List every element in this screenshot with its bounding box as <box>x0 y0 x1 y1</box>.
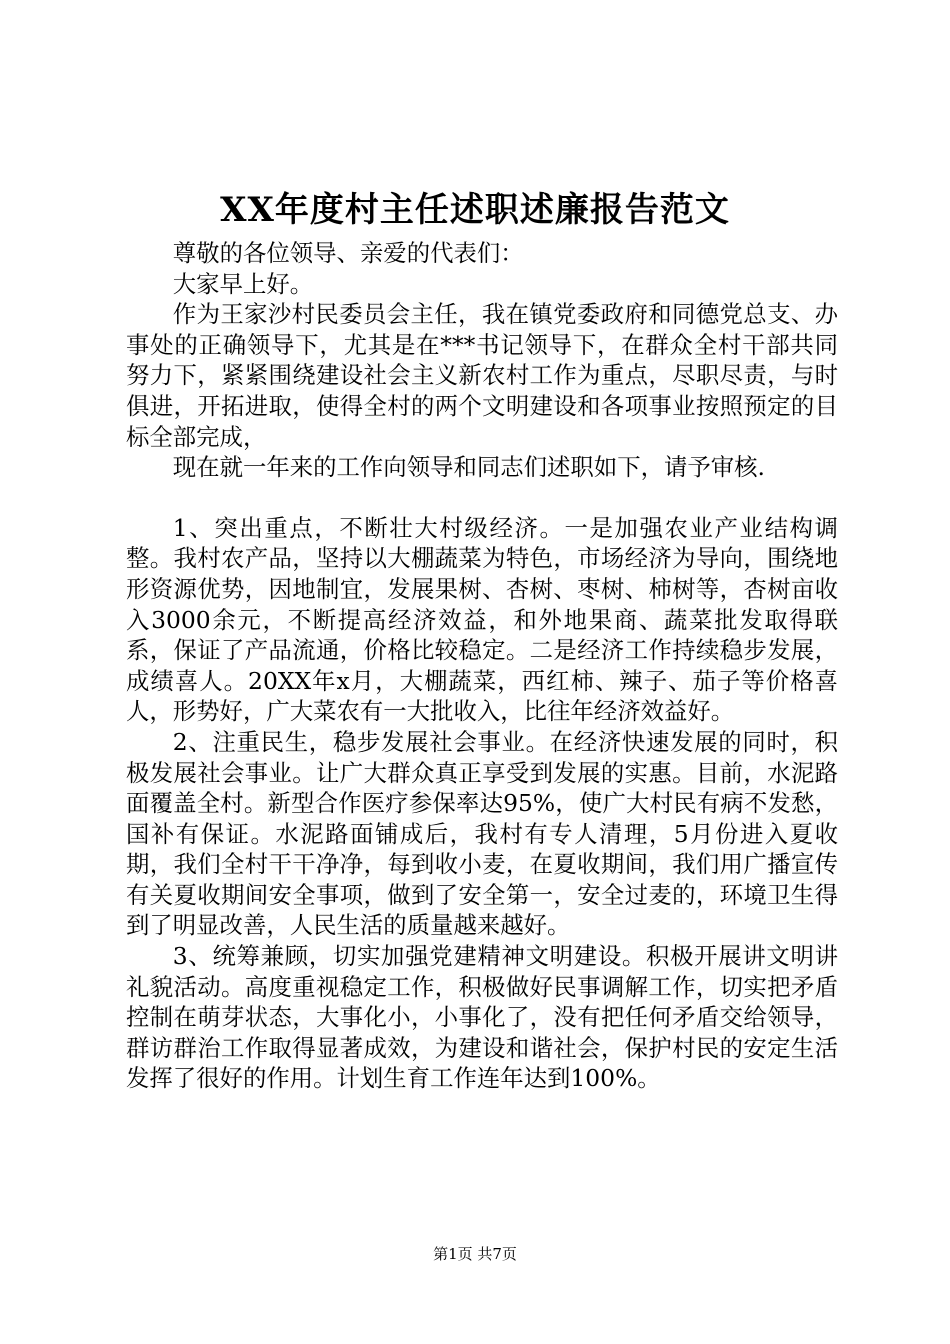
document-body <box>126 238 838 1094</box>
paragraph-gap <box>126 483 838 513</box>
section-2-paragraph: 2、注重民生，稳步发展社会事业。在经济快速发展的同时，积极发展社会事业。让广大群众真正享受到发展的实惠。目前，水泥路面覆盖全村。新型合作医疗参保率达95%，使广大村民有病不发愁，国补有保证。水泥路面铺成后，我村有专人清理，5月份进入夏收期，我们全村干干净净，每到收小麦，在夏收期间，我们用广播宣传有关夏收期间安全事项，做到了安全第一，安全过麦的，环境卫生得到了明显改善，人民生活的质量越来越好。 <box>126 727 838 940</box>
greeting: 大家早上好。 <box>172 269 314 298</box>
salutation: 尊敬的各位领导、亲爱的代表们： <box>172 239 524 267</box>
section-1-paragraph: 1、突出重点，不断壮大村级经济。一是加强农业产业结构调整。我村农产品，坚持以大棚蔬菜为特色，市场经济为导向，围绕地形资源优势，因地制宜，发展果树、杏树、枣树、柿树等，杏树亩收入3000余元，不断提高经济效益，和外地果商、蔬菜批发取得联系，保证了产品流通，价格比较稳定。二是经济工作持续稳步发展，成绩喜人。20XX年x月，大棚蔬菜，西红柿、辣子、茄子等价格喜人，形势好，广大菜农有一大批收入，比往年经济效益好。 <box>126 513 838 726</box>
page-footer: 第1页 共7页 <box>433 1245 517 1263</box>
section-3-paragraph: 3、统筹兼顾，切实加强党建精神文明建设。积极开展讲文明讲礼貌活动。高度重视稳定工作，积极做好民事调解工作，切实把矛盾控制在萌芽状态，大事化小，小事化了，没有把任何矛盾交给领导，群访群治工作取得显著成效，为建设和谐社会，保护村民的安定生活发挥了很好的作用。计划生育工作连年达到100%。 <box>126 942 838 1093</box>
intro-paragraph: 作为王家沙村民委员会主任，我在镇党委政府和同德党总支、办事处的正确领导下，尤其是在***书记领导下，在群众全村干部共同努力下，紧紧围绕建设社会主义新农村工作为重点，尽职尽责，与时俱进，开拓进取，使得全村的两个文明建设和各项事业按照预定的目标全部完成， <box>126 300 838 451</box>
document-title: XX年度村主任述职述廉报告范文 <box>220 190 730 230</box>
report-statement: 现在就一年来的工作向领导和同志们述职如下，请予审核. <box>172 453 765 482</box>
